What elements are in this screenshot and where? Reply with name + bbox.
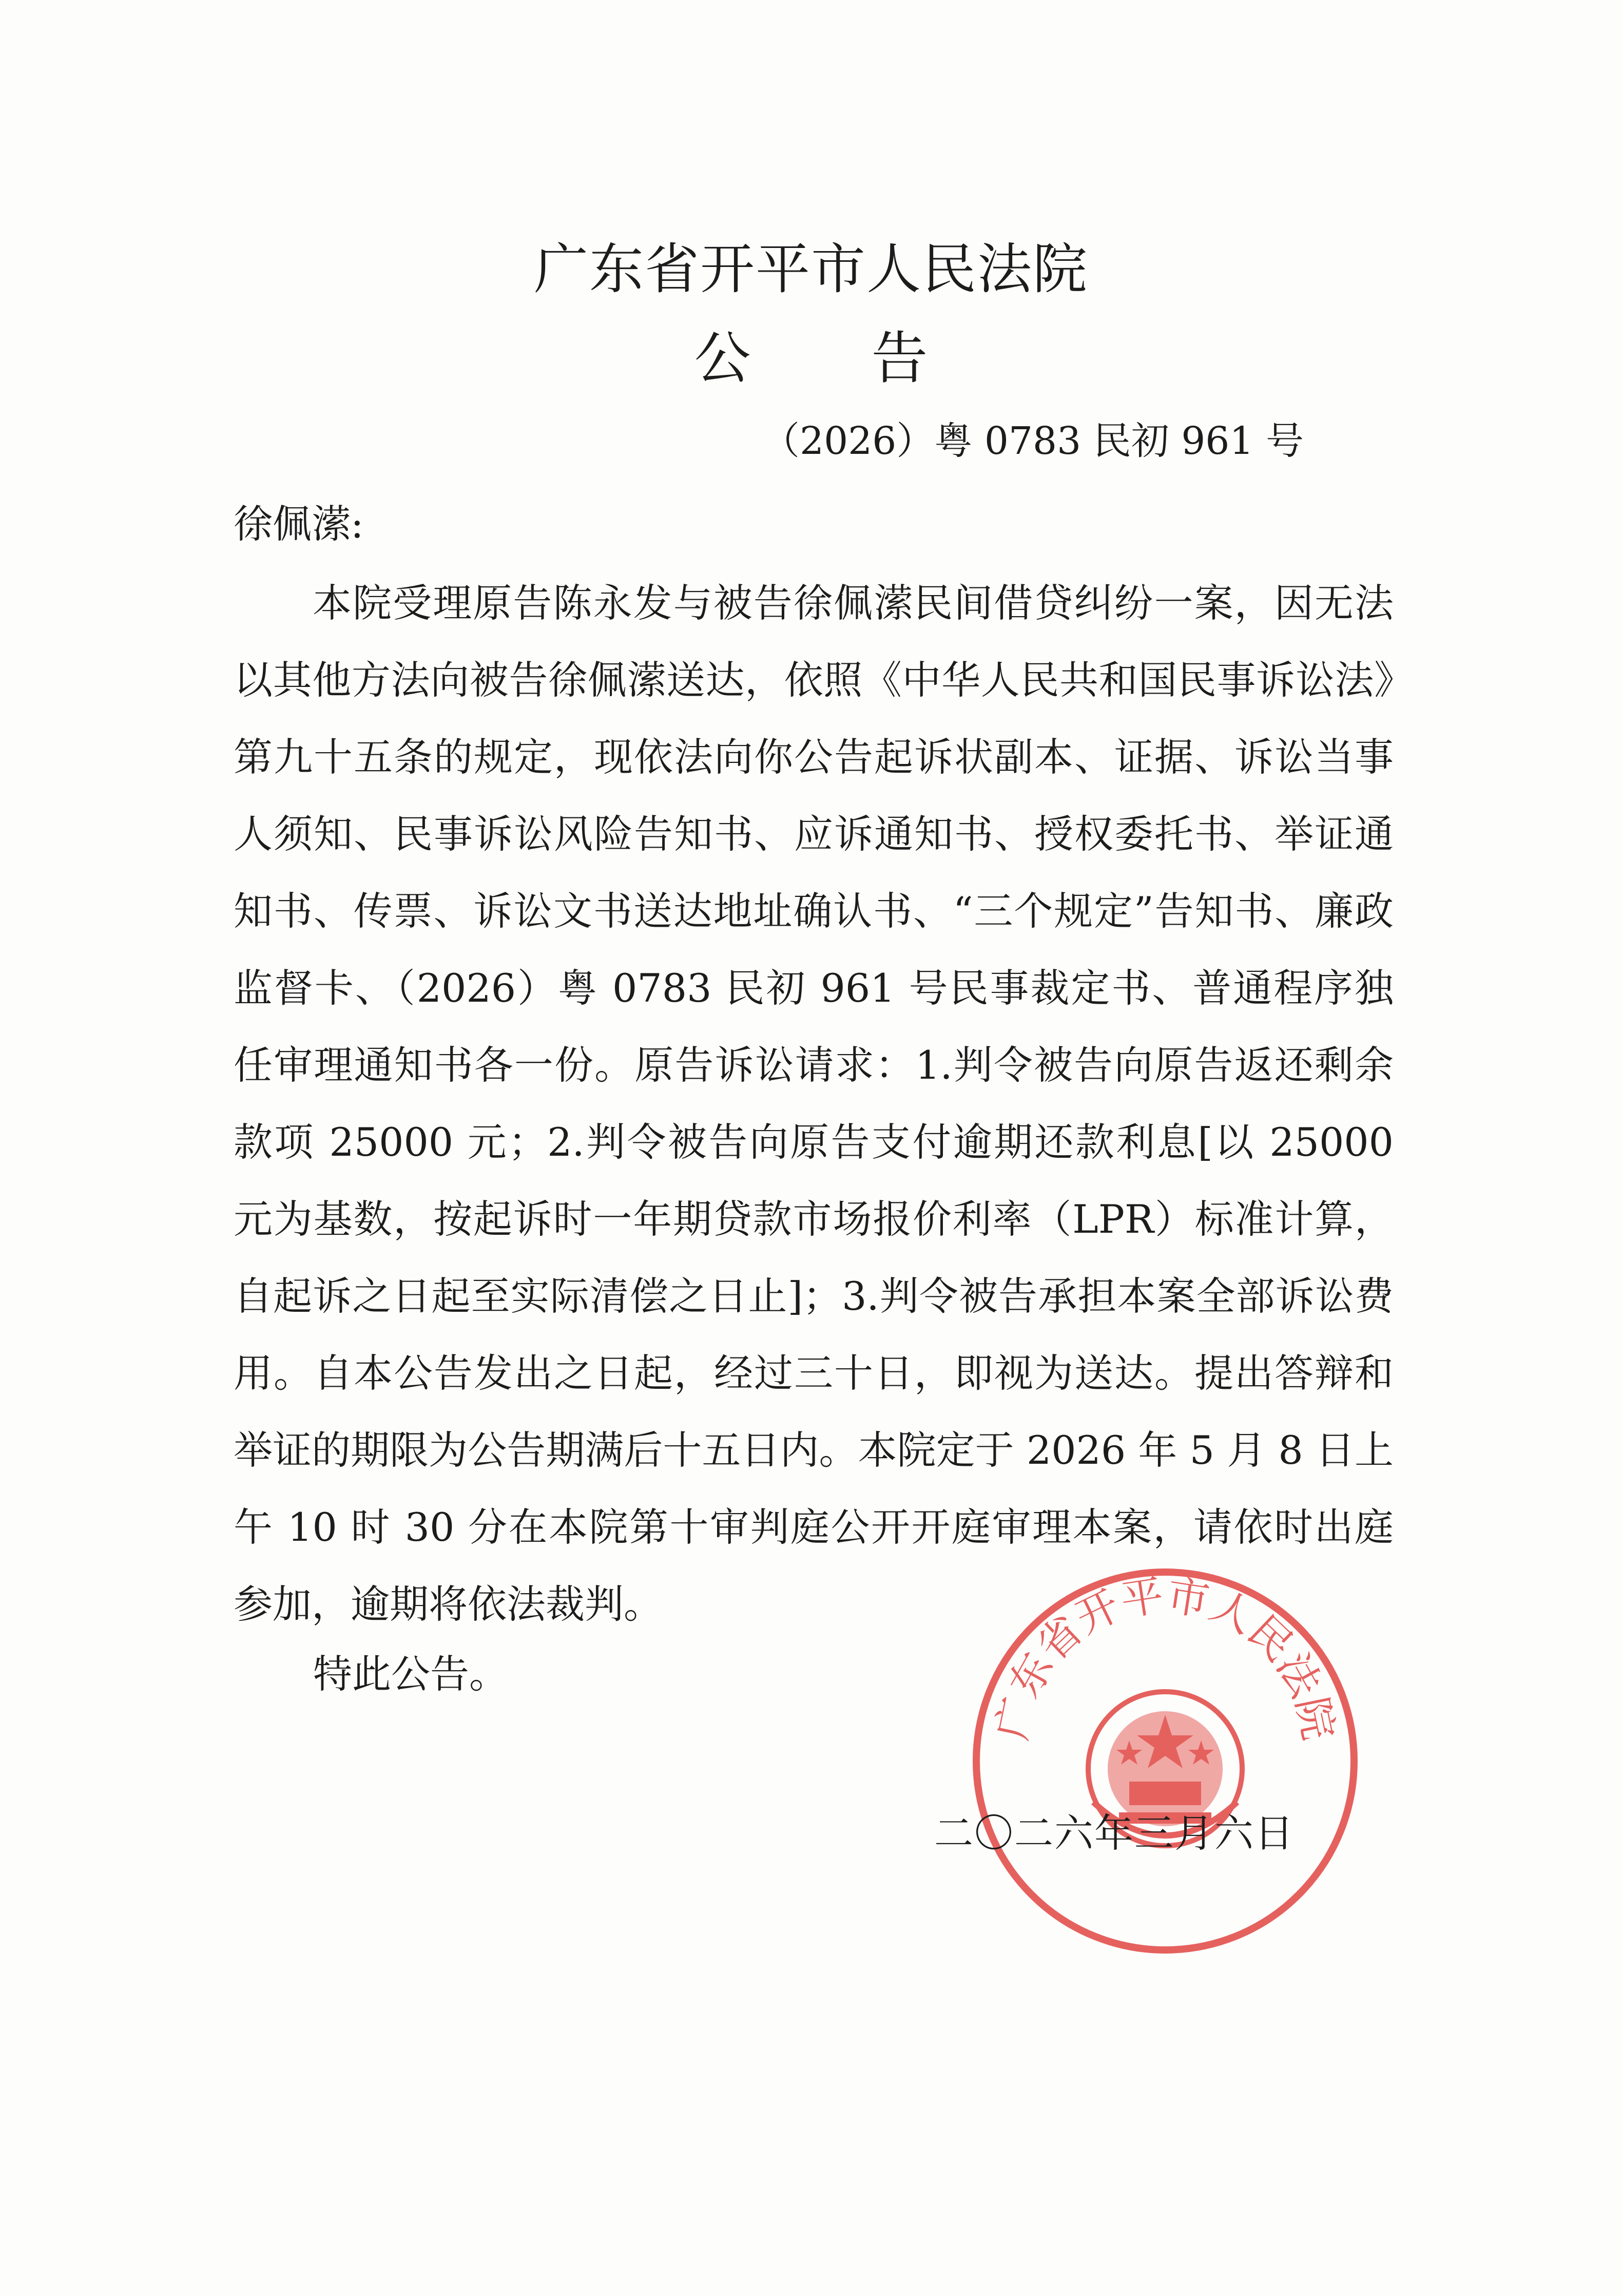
court-name: 广东省开平市人民法院 bbox=[534, 238, 1088, 301]
document-type-title: 公 告 bbox=[694, 326, 928, 391]
addressee: 徐佩潆: bbox=[234, 501, 364, 547]
closing-line: 特此公告。 bbox=[313, 1651, 508, 1697]
case-number: （2026）粤 0783 民初 961 号 bbox=[762, 419, 1304, 463]
issue-date: 二〇二六年三月六日 bbox=[934, 1810, 1295, 1856]
court-seal-stamp bbox=[965, 1561, 1365, 1961]
seal-arc-text-path: 广东省开平市人民法院 bbox=[987, 1571, 1343, 1745]
notice-body: 本院受理原告陈永发与被告徐佩潆民间借贷纠纷一案，因无法以其他方法向被告徐佩潆送达，依照《中华人民共和国民事诉讼法》第九十五条的规定，现依法向你公告起诉状副本、证据、诉讼当事人须知、民事诉讼风险告知书、应诉通知书、授权委托书、举证通知书、传票、诉讼文书送达地址确认书、“三个规定”告知书、廉政监督卡、（2026）粤 0783 民初 961 号民事裁定书、普通程序独任审理通知书各一份。原告诉讼请求：1.判令被告向原告返还剩余款项 25000 元；2.判令被告向原告支付逾期还款利息[以 25000 元为基数，按起诉时一年期贷款市场报价利率（LPR）标准计算，自起诉之日起至实际清偿之日止]；3.判令被告承担本案全部诉讼费用。自本公告发出之日起，经过三十日，即视为送达。提出答辩和举证的期限为公告期满后十五日内。本院定于 2026 年 5 月 8 日上午 10 时 30 分在本院第十审判庭公开开庭审理本案，请依时出庭参加，逾期将依法裁判。 bbox=[234, 580, 1394, 1627]
